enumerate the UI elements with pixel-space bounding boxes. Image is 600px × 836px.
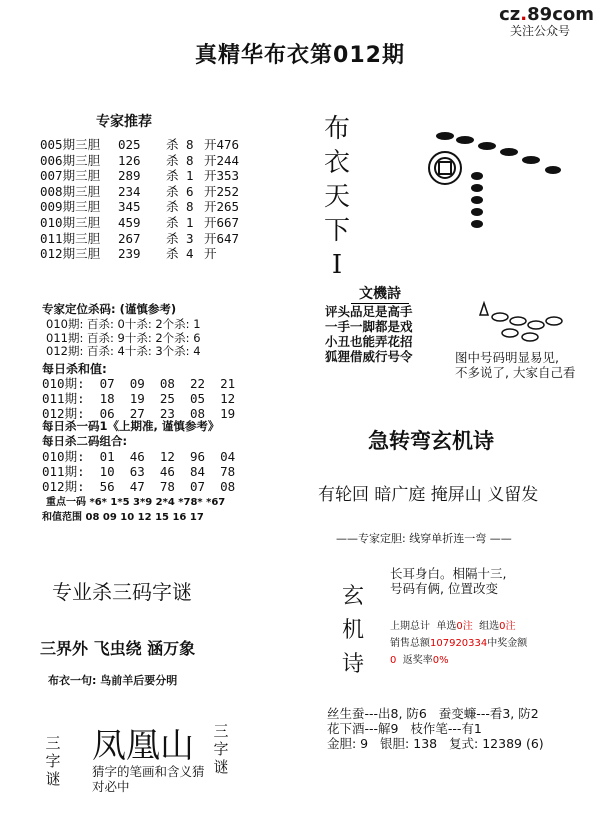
wenji-line: 一手一脚都是戏 <box>325 318 413 334</box>
xuanji-char: 玄 <box>341 584 364 609</box>
left-vertical-riddle <box>44 734 62 788</box>
coin-chain-illustration <box>425 118 575 238</box>
recommend-row <box>40 231 239 247</box>
riddle-char: 谜 <box>213 758 229 776</box>
kill3-header: 专业杀三码字谜 <box>52 580 192 604</box>
daily-sum-list <box>42 376 235 421</box>
period-label: 006期三胆 <box>40 152 101 168</box>
wenji-line: 评头品足是高手 <box>325 303 413 319</box>
kill-number: 杀 1 <box>166 214 194 230</box>
kill-number: 杀 8 <box>166 137 194 152</box>
page-title: 真精华布衣第012期 <box>195 43 405 68</box>
three-worlds-line: 三界外 飞虫绕 涵万象 <box>40 639 196 658</box>
open-number: 开265 <box>204 199 240 215</box>
period-label: 005期三胆 <box>40 137 101 152</box>
kill-number: 杀 3 <box>166 230 194 246</box>
bottom-line: 丝生蚕---出8, 防6 蚕变蠊---看3, 防2 <box>327 706 539 721</box>
wenji-lines <box>325 304 435 364</box>
open-number: 开476 <box>204 137 240 152</box>
follow-label: 关注公众号 <box>509 24 570 38</box>
open-number: 开353 <box>204 168 240 184</box>
wenji-line: 狐狸借威行号令 <box>325 348 413 364</box>
xuanji-line: 号码有俩, 位置改变 <box>390 581 498 596</box>
open-number: 开252 <box>204 183 240 199</box>
recommend-row <box>40 184 239 200</box>
bu-yi-char: 下 <box>323 216 350 246</box>
kill-number: 杀 8 <box>166 199 194 215</box>
bottom-line: 金胆: 9 银胆: 138 复式: 12389 (6) <box>327 736 544 751</box>
open-number: 开667 <box>204 214 240 230</box>
period-label: 010期三胆 <box>40 214 101 230</box>
recommend-row <box>40 199 239 215</box>
three-dan: 126 <box>118 152 141 168</box>
daily-one-header: 每日杀一码1《上期准, 谨慎参考》 <box>42 419 220 433</box>
period-label: 012期三胆 <box>40 246 101 262</box>
sum-range: 和值范围 08 09 10 12 15 16 17 <box>42 512 204 523</box>
recommend-row <box>40 215 239 231</box>
riddle-char: 三 <box>213 722 229 740</box>
three-dan: 345 <box>118 199 141 215</box>
key-one-code: 重点一码 *6* 1*5 3*9 2*4 *78* *67 <box>46 497 226 508</box>
position-kill-row: 010期: 百杀: 0十杀: 2个杀: 1 <box>46 317 201 331</box>
recommend-list <box>40 137 239 262</box>
expert-dan-line: ——专家定胆: 线穿单折连一弯 —— <box>336 532 512 545</box>
lottery-stats: 上期总计 单选0注 组选0注 销售总额107920334中奖金额 0 返奖率0% <box>390 621 528 666</box>
three-dan: 234 <box>118 183 141 199</box>
jizhuan-header: 急转弯玄机诗 <box>368 429 494 453</box>
daily-two-row: 010期: 01 46 12 96 04 <box>42 449 236 464</box>
daily-sum-row: 010期: 07 09 08 22 21 <box>42 376 236 391</box>
daily-sum-header: 每日杀和值: <box>42 362 107 376</box>
site-watermark: cz.89com <box>499 4 594 25</box>
bu-yi-char: I <box>331 250 343 280</box>
open-number: 开244 <box>204 152 240 168</box>
daily-two-row: 011期: 10 63 46 84 78 <box>42 464 236 479</box>
period-label: 008期三胆 <box>40 183 101 199</box>
position-kill-row: 011期: 百杀: 9十杀: 2个杀: 6 <box>46 330 201 345</box>
riddle-char: 字 <box>45 752 61 770</box>
period-label: 009期三胆 <box>40 199 101 215</box>
bu-yi-char: 布 <box>323 114 350 144</box>
daily-sum-row: 011期: 18 19 25 05 12 <box>42 391 236 406</box>
position-kill-list <box>46 318 201 359</box>
three-dan: 267 <box>118 230 141 246</box>
riddle-hint <box>92 764 205 794</box>
wenji-line: 小丑也能弄花招 <box>325 333 413 349</box>
hint-line: 猜字的笔画和含义猜 <box>92 764 205 779</box>
xuanji-char: 机 <box>341 618 364 643</box>
period-label: 007期三胆 <box>40 168 101 184</box>
bu-yi-vertical <box>320 112 354 282</box>
recommend-row <box>40 246 239 262</box>
position-kill-header: 专家定位杀码: (谨慎参考) <box>42 302 177 316</box>
xuanji-poem <box>390 566 506 596</box>
recommend-row <box>40 137 239 153</box>
bu-yi-char: 衣 <box>323 148 350 178</box>
jizhuan-line: 有轮回 暗广庭 掩屏山 义留发 <box>318 485 539 505</box>
recommend-row <box>40 153 239 169</box>
kill-number: 杀 8 <box>166 152 194 168</box>
three-dan: 239 <box>118 246 141 262</box>
kill-number: 杀 6 <box>166 183 194 199</box>
three-dan: 459 <box>118 214 141 230</box>
caption-line: 图中号码明显易见, <box>455 350 559 365</box>
daily-sum-row: 012期: 06 27 23 08 19 <box>42 406 236 421</box>
recommend-row <box>40 168 239 184</box>
hint-line: 对必中 <box>92 779 130 794</box>
daily-two-row: 012期: 56 47 78 07 08 <box>42 479 236 494</box>
image-caption <box>455 350 575 380</box>
recommend-header: 专家推荐 <box>96 114 152 130</box>
right-vertical-riddle <box>212 722 230 776</box>
coin-stack-illustration <box>470 295 580 350</box>
open-number: 开 <box>204 246 217 262</box>
bottom-lines <box>327 706 544 751</box>
bottom-line: 花下酒---解9 枝作笔---有1 <box>327 721 482 736</box>
position-kill-row: 012期: 百杀: 4十杀: 3个杀: 4 <box>46 344 201 358</box>
daily-two-list <box>42 449 235 494</box>
kill-number: 杀 1 <box>166 168 194 184</box>
riddle-char: 字 <box>213 740 229 758</box>
xuanji-vertical <box>340 580 366 682</box>
kill-number: 杀 4 <box>166 246 194 262</box>
wenji-title: 文機詩 <box>351 287 409 304</box>
three-dan: 025 <box>118 137 141 152</box>
xuanji-line: 长耳身白。相隔十三, <box>390 566 507 581</box>
three-dan: 289 <box>118 168 141 184</box>
daily-two-header: 每日杀二码组合: <box>42 434 128 448</box>
bu-yi-char: 天 <box>323 182 350 212</box>
xuanji-char: 诗 <box>341 652 364 677</box>
riddle-char: 谜 <box>45 770 61 788</box>
open-number: 开647 <box>204 230 240 246</box>
riddle-char: 三 <box>45 734 61 752</box>
wenji-poem <box>325 287 435 364</box>
period-label: 011期三胆 <box>40 230 101 246</box>
buyi-one-line: 布衣一句: 鸟前羊后要分明 <box>48 674 178 687</box>
fenghuang-word: 凤凰山 <box>92 726 194 766</box>
caption-line: 不多说了, 大家自己看 <box>455 365 576 380</box>
